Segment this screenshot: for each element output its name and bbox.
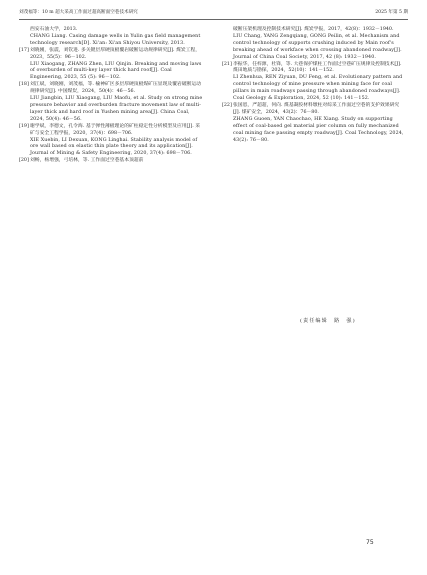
reference-number: [22] — [222, 102, 232, 108]
reference-en: ZHANG Guoen, YAN Chaochao, HE Xiang. Study on supporting effect of coal-based gel material pier column on fully mechanized coal mining face passing empty roadway[J]. Coal Technology, 2024, 43(2): 76－80. — [233, 116, 404, 143]
reference-column-right — [222, 27, 406, 144]
reference-en: LIU Jiangbin, LIU Xiaogang, LIU Maofu, et al. Study on strong mine pressure behavior and overburden fracture movement law of multi-layer thick and hard roof in Yushen mining area[J]. China Coal, 2024, 50(4): 46－56. — [30, 96, 203, 122]
page-number: 75 — [366, 539, 374, 546]
reference-entry — [222, 27, 406, 62]
reference-number: [21] — [222, 61, 232, 67]
reference-zh: 破断压架机理及控制技术研究[J]. 煤炭学报，2017，42(8)：1932－1940. — [233, 27, 394, 32]
reference-number: [18] — [19, 82, 29, 88]
reference-number: [20] — [19, 158, 29, 164]
reference-entry — [19, 48, 203, 83]
header-article-title: 刘茂福等：10 m 超大采高工作面过超高断面空巷技术研究 — [19, 10, 138, 15]
reference-entry — [19, 27, 203, 48]
reference-en: XIE Xuebin, LI Dexuan, KONG Linghai. Stability analysis model of ore wall based on elastic thin plate theory and its application[J]. Journal of Mining & Safety Engineering, 2020, 37(4): 698－706. — [30, 137, 198, 157]
reference-zh: 刘江斌，刘晓刚，刘茂福，等. 榆神矿区多层厚硬顶板煤矿压显现及覆岩破断运动规律研究[J]. 中国煤炭，2024，50(4)：46－56. — [30, 82, 201, 95]
reference-entry — [19, 158, 203, 165]
reference-en: LIU Chang, YANG Zengqiang, GONG Peilin, et al. Mechanism and control technology of supports crushing induced by Main roof's breaking ahead of workface when crossing abandoned roadway[J]. Journal of China Coal Society, 2017, 42 (8): 1932－1940. — [233, 33, 402, 60]
reference-zh: 李振华，任梓源，杜锋，等. 大巷保护煤柱工作面过空巷矿压规律及控制技术[J]. 煤田地质与勘探，2024，52(10)：141－152. — [233, 61, 402, 74]
reference-entry — [19, 82, 203, 123]
reference-zh: 西安石油大学，2013. — [30, 27, 78, 32]
reference-entry — [222, 62, 406, 103]
header-issue: 2025 年第 5 期 — [375, 10, 408, 15]
reference-entry — [19, 124, 203, 159]
reference-en: CHANG Liang. Casing damage wells in Yulin gas field management technology research[D]. Xi'an: Xi'an Shiyou University, 2013. — [30, 33, 201, 46]
reference-number: [17] — [19, 47, 29, 53]
reference-en: LI Zhenhua, REN Ziyuan, DU Feng, et al. Evolutionary pattern and control technology of mine pressure when mining face for coal pillars in main roadways passing through abandoned roadways[J]. Coal Geology & Exploration, 2024, 52 (10): 141－152. — [233, 75, 403, 102]
reference-column-left — [19, 27, 203, 165]
reference-number: [19] — [19, 123, 29, 129]
reference-en: LIU Xiaogang, ZHANG Zhen, LIU Qinjin. Breaking and moving laws of overburden of multi-key layer thick hard roof[J]. Coal Engineering, 2023, 55 (5): 96－102. — [30, 61, 202, 81]
reference-zh: 谢学斌，李德文，孔令海. 基于弹性薄板理论的矿柱稳定性分析模型及应用[J]. 采矿与安全工程学报，2020，37(4)：698－706. — [30, 123, 201, 136]
reference-entry — [222, 103, 406, 144]
reference-zh: 刘晓刚，张震，刘钦进. 多关键层厚硬顶板覆岩破断运动规律研究[J]. 煤炭工程，2023，55(5)：96－102. — [30, 47, 201, 60]
responsible-editor: (责任编辑 路 强) — [300, 318, 356, 324]
reference-zh: 刘畅，杨增强，弓培林，等. 工作面过空巷基本顶超前 — [30, 158, 144, 164]
running-header — [19, 8, 408, 20]
reference-zh: 张国恩，严超超，何向. 煤基凝胶材料墩柱对综采工作面过空巷的支护效果研究[J]. 煤矿安全，2024，43(2)：76－80. — [233, 102, 400, 115]
